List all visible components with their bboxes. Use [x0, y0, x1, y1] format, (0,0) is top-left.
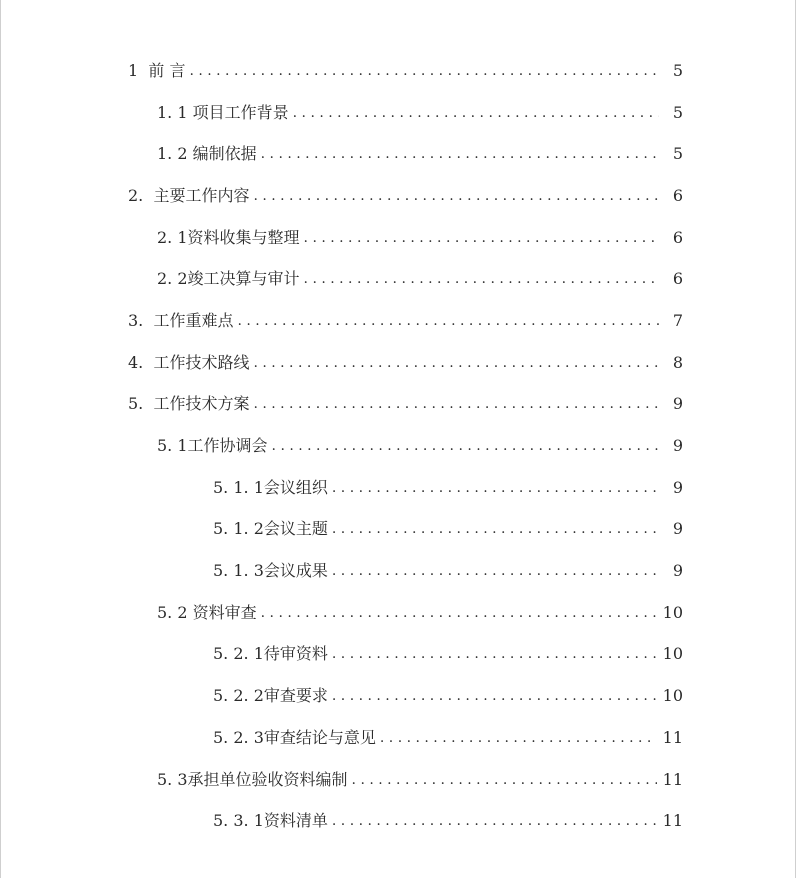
dot-leader	[332, 519, 659, 539]
dot-leader	[237, 311, 659, 331]
toc-entry-2-1[interactable]	[1, 217, 796, 259]
dot-leader	[352, 770, 657, 790]
entry-page-number: 9	[672, 477, 683, 497]
entry-number: 5. 3. 1	[213, 811, 264, 831]
entry-number: 2.	[128, 185, 154, 205]
entry-page-number: 11	[662, 811, 683, 831]
entry-number: 5. 2. 1	[213, 644, 264, 664]
entry-number: 5. 2. 2	[213, 686, 264, 706]
entry-page-number: 10	[662, 602, 683, 622]
toc-entry-5[interactable]	[1, 384, 796, 426]
toc-entry-5-2-1[interactable]	[1, 634, 796, 676]
entry-number: 1. 2	[157, 144, 193, 164]
toc-entry-3[interactable]	[1, 300, 796, 342]
toc-entry-5-1-3[interactable]	[1, 550, 796, 592]
entry-title: 项目工作背景	[192, 102, 289, 122]
table-of-contents	[1, 50, 796, 842]
entry-number: 3.	[128, 310, 154, 330]
entry-title: 承担单位验收资料编制	[187, 769, 348, 789]
toc-entry-1-2[interactable]	[1, 133, 796, 175]
entry-number: 5. 2	[157, 602, 193, 622]
entry-number: 5. 2. 3	[213, 727, 264, 747]
dot-leader	[261, 144, 659, 164]
entry-page-number: 10	[662, 686, 683, 706]
entry-title: 会议成果	[263, 561, 328, 581]
entry-page-number: 6	[672, 227, 683, 247]
toc-entry-5-2-3[interactable]	[1, 717, 796, 759]
entry-page-number: 8	[672, 352, 683, 372]
toc-entry-5-1-1[interactable]	[1, 467, 796, 509]
entry-title: 审查要求	[263, 686, 328, 706]
entry-title: 会议主题	[263, 519, 328, 539]
toc-entry-2-2[interactable]	[1, 258, 796, 300]
entry-title: 主要工作内容	[153, 185, 250, 205]
entry-title: 编制依据	[192, 144, 257, 164]
entry-page-number: 6	[672, 185, 683, 205]
toc-entry-5-2-2[interactable]	[1, 675, 796, 717]
dot-leader	[253, 186, 659, 206]
entry-page-number: 9	[672, 394, 683, 414]
dot-leader	[332, 561, 659, 581]
entry-page-number: 10	[662, 644, 683, 664]
toc-entry-1[interactable]	[1, 50, 796, 92]
entry-page-number: 9	[672, 436, 683, 456]
toc-entry-2[interactable]	[1, 175, 796, 217]
entry-title: 工作协调会	[187, 436, 268, 456]
entry-number: 1	[128, 60, 149, 80]
dot-leader	[272, 436, 659, 456]
entry-title: 工作重难点	[153, 310, 234, 330]
entry-title: 竣工决算与审计	[187, 269, 300, 289]
entry-title: 前 言	[148, 60, 186, 80]
entry-number: 2. 1	[157, 227, 188, 247]
entry-number: 1. 1	[157, 102, 193, 122]
dot-leader	[253, 394, 659, 414]
dot-leader	[332, 686, 657, 706]
entry-page-number: 5	[672, 102, 683, 122]
toc-entry-5-3[interactable]	[1, 759, 796, 801]
dot-leader	[332, 644, 657, 664]
entry-number: 2. 2	[157, 269, 188, 289]
entry-number: 5. 3	[157, 769, 188, 789]
entry-page-number: 11	[662, 769, 683, 789]
dot-leader	[304, 228, 659, 248]
entry-number: 5. 1. 3	[213, 561, 264, 581]
toc-entry-5-1-2[interactable]	[1, 509, 796, 551]
dot-leader	[293, 103, 659, 123]
dot-leader	[189, 61, 659, 81]
entry-page-number: 5	[672, 60, 683, 80]
toc-entry-1-1[interactable]	[1, 92, 796, 134]
toc-entry-5-2[interactable]	[1, 592, 796, 634]
dot-leader	[253, 353, 659, 373]
entry-title: 工作技术方案	[153, 394, 250, 414]
dot-leader	[332, 811, 657, 831]
entry-title: 资料审查	[192, 602, 257, 622]
toc-entry-4[interactable]	[1, 342, 796, 384]
entry-number: 5.	[128, 394, 154, 414]
toc-entry-5-3-1[interactable]	[1, 800, 796, 842]
entry-page-number: 9	[672, 561, 683, 581]
dot-leader	[332, 478, 659, 498]
entry-page-number: 11	[662, 727, 683, 747]
entry-number: 4.	[128, 352, 154, 372]
toc-entry-5-1[interactable]	[1, 425, 796, 467]
entry-page-number: 6	[672, 269, 683, 289]
entry-title: 会议组织	[263, 477, 328, 497]
entry-number: 5. 1	[157, 436, 188, 456]
entry-title: 工作技术路线	[153, 352, 250, 372]
entry-number: 5. 1. 2	[213, 519, 264, 539]
entry-page-number: 7	[672, 310, 683, 330]
dot-leader	[380, 728, 657, 748]
entry-page-number: 9	[672, 519, 683, 539]
entry-title: 资料清单	[263, 811, 328, 831]
dot-leader	[304, 269, 659, 289]
entry-number: 5. 1. 1	[213, 477, 264, 497]
entry-title: 审查结论与意见	[263, 727, 376, 747]
dot-leader	[261, 603, 657, 623]
entry-title: 待审资料	[263, 644, 328, 664]
entry-title: 资料收集与整理	[187, 227, 300, 247]
entry-page-number: 5	[672, 144, 683, 164]
